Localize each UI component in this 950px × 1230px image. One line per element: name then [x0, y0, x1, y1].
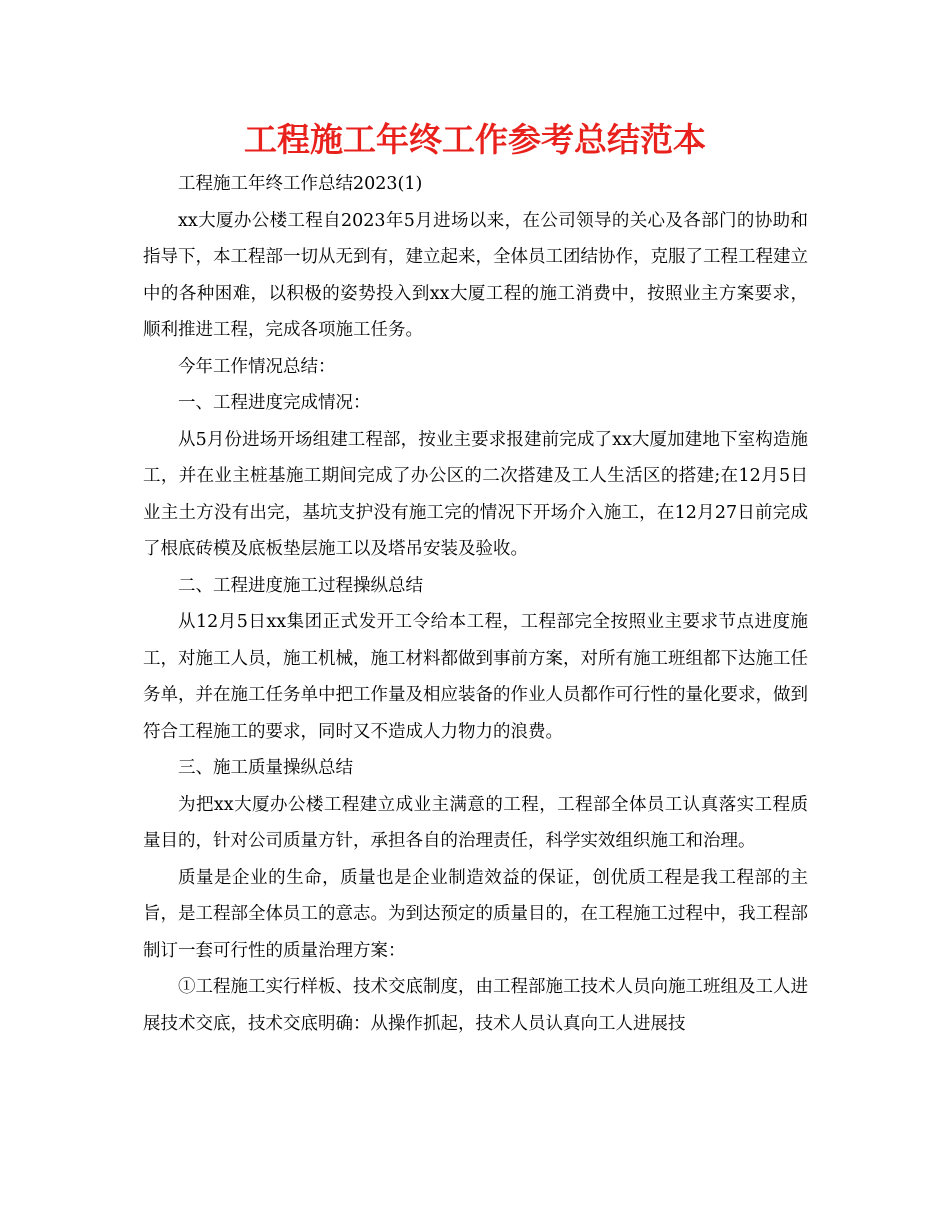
body-paragraph: 从5月份进场开场组建工程部，按业主要求报建前完成了xx大厦加建地下室构造施工，并在业主桩基施工期间完成了办公区的二次搭建及工人生活区的搭建;在12月5日业主土方没有出完，基坑支护没有施工完的情况下开场介入施工，在12月27日前完成了根底砖模及底板垫层施工以及塔吊安装及验收。: [143, 429, 808, 559]
section-heading: 今年工作情况总结：: [178, 356, 336, 377]
section-heading: 二、工程进度施工过程操纵总结: [178, 575, 423, 596]
document-body: [143, 166, 808, 1042]
intro-paragraph: xx大厦办公楼工程自2023年5月进场以来，在公司领导的关心及各部门的协助和指导下，本工程部一切从无到有，建立起来，全体员工团结协作，克服了工程工程建立中的各种困难，以积极的姿势投入到xx大厦工程的施工消费中，按照业主方案要求，顺利推进工程，完成各项施工任务。: [143, 210, 808, 340]
body-paragraph: 质量是企业的生命，质量也是企业制造效益的保证，创优质工程是我工程部的主旨，是工程部全体员工的意志。为到达预定的质量目的，在工程施工过程中，我工程部制订一套可行性的质量治理方案：: [143, 867, 808, 961]
section-heading: 一、工程进度完成情况：: [178, 393, 371, 413]
subtitle-paragraph: 工程施工年终工作总结2023(1): [178, 174, 423, 194]
body-paragraph: ①工程施工实行样板、技术交底制度，由工程部施工技术人员向施工班组及工人进展技术交底，技术交底明确：从操作抓起，技术人员认真向工人进展技: [143, 977, 808, 1034]
body-paragraph: 从12月5日xx集团正式发开工令给本工程，工程部完全按照业主要求节点进度施工，对施工人员，施工机械，施工材料都做到事前方案，对所有施工班组都下达施工任务单，并在施工任务单中把工作量及相应装备的作业人员都作可行性的量化要求，做到符合工程施工的要求，同时又不造成人力物力的浪费。: [143, 612, 808, 742]
document-title: 工程施工年终工作参考总结范本: [244, 120, 706, 159]
section-heading: 三、施工质量操纵总结: [178, 758, 353, 778]
body-paragraph: 为把xx大厦办公楼工程建立成业主满意的工程，工程部全体员工认真落实工程质量目的，针对公司质量方针，承担各自的治理责任，科学实效组织施工和治理。: [143, 794, 808, 851]
